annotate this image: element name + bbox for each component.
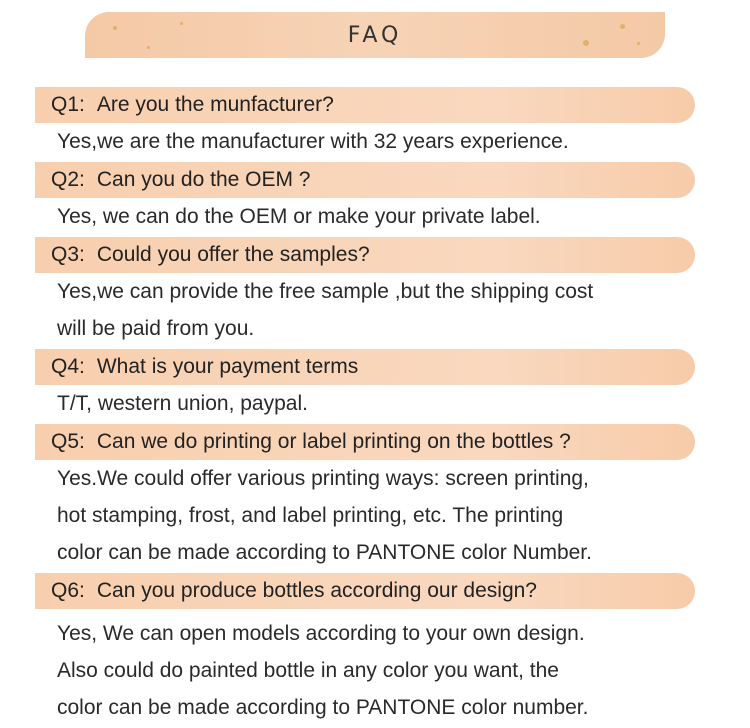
faq-item-2 — [35, 162, 695, 235]
sparkle-decoration — [147, 46, 150, 49]
answer-line: Also could do painted bottle in any color you want, the — [57, 659, 559, 682]
question-number: Q1: — [51, 93, 85, 116]
sparkle-decoration — [180, 22, 183, 25]
question-bar — [35, 424, 695, 460]
answer-line: will be paid from you. — [57, 317, 255, 340]
question-bar — [35, 237, 695, 273]
answer-text — [35, 385, 695, 422]
question-text: Can we do printing or label printing on the bottles ? — [96, 430, 571, 453]
question-number: Q4: — [51, 355, 85, 378]
faq-item-3 — [35, 237, 695, 347]
answer-text — [35, 460, 695, 571]
answer-text — [35, 273, 695, 347]
question-text: Can you do the OEM ? — [96, 168, 311, 191]
answer-line: Yes,we are the manufacturer with 32 years experience. — [57, 130, 569, 153]
answer-line: T/T, western union, paypal. — [57, 392, 308, 415]
page-title: FAQ — [347, 22, 403, 48]
faq-header-banner — [85, 12, 665, 58]
sparkle-decoration — [637, 42, 640, 45]
answer-line: Yes.We could offer various printing ways: screen printing, — [57, 467, 589, 490]
question-text: What is your payment terms — [96, 355, 359, 378]
faq-item-4 — [35, 349, 695, 422]
question-bar — [35, 162, 695, 198]
faq-item-6 — [35, 573, 695, 726]
question-text: Are you the munfacturer? — [96, 93, 334, 116]
question-text: Could you offer the samples? — [96, 243, 370, 266]
answer-line: Yes, we can do the OEM or make your private label. — [57, 205, 541, 228]
answer-line: Yes, We can open models according to your own design. — [57, 622, 585, 645]
answer-line: color can be made according to PANTONE color number. — [57, 696, 589, 719]
question-bar — [35, 573, 695, 609]
sparkle-decoration — [113, 26, 117, 30]
answer-line: color can be made according to PANTONE color Number. — [57, 541, 592, 564]
faq-list — [35, 87, 695, 728]
question-bar — [35, 349, 695, 385]
answer-text — [35, 123, 695, 160]
question-bar — [35, 87, 695, 123]
answer-text — [35, 198, 695, 235]
question-number: Q3: — [51, 243, 85, 266]
faq-item-5 — [35, 424, 695, 571]
question-number: Q5: — [51, 430, 85, 453]
sparkle-decoration — [583, 40, 589, 46]
question-number: Q2: — [51, 168, 85, 191]
question-number: Q6: — [51, 579, 85, 602]
answer-line: hot stamping, frost, and label printing, etc. The printing — [57, 504, 564, 527]
question-text: Can you produce bottles according our design? — [96, 579, 537, 602]
faq-item-1 — [35, 87, 695, 160]
sparkle-decoration — [620, 24, 625, 29]
answer-line: Yes,we can provide the free sample ,but the shipping cost — [57, 280, 594, 303]
answer-text — [35, 615, 695, 726]
